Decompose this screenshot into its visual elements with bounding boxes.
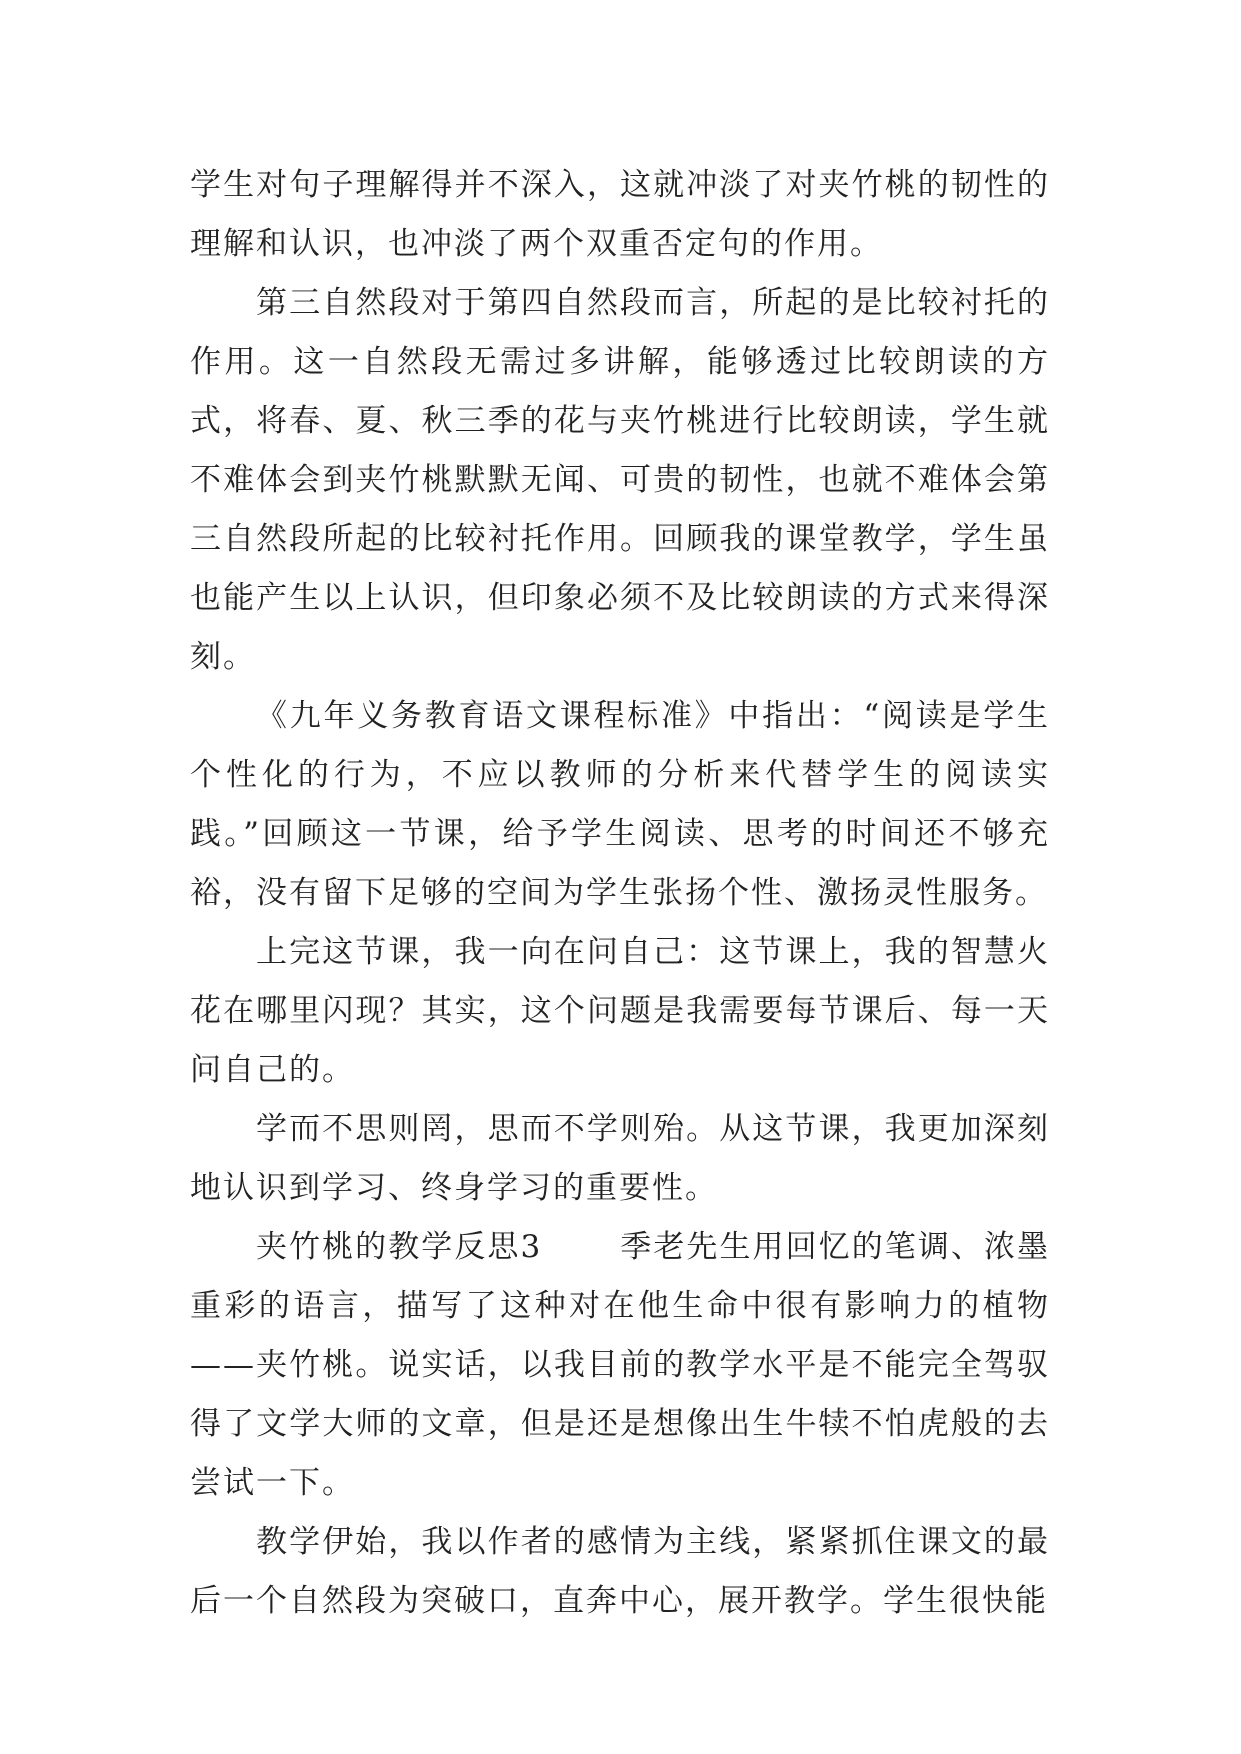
section-body: 季老先生用回忆的笔调、浓墨重彩的语言，描写了这种对在他生命中很有影响力的植物——夹竹桃。说实话，以我目前的教学水平是不能完全驾驭得了文学大师的文章，但是还是想像出生牛犊不怕虎般的去尝试一下。 — [190, 1229, 1051, 1501]
paragraph-5: 学而不思则罔，思而不学则殆。从这节课，我更加深刻地认识到学习、终身学习的重要性。 — [190, 1111, 1050, 1206]
paragraph-7: 教学伊始，我以作者的感情为主线，紧紧抓住课文的最后一个自然段为突破口，直奔中心，展开教学。学生很快能 — [190, 1524, 1050, 1619]
paragraph-4: 上完这节课，我一向在问自己：这节课上，我的智慧火花在哪里闪现？其实，这个问题是我需要每节课后、每一天问自己的。 — [190, 934, 1050, 1088]
paragraph-6 — [190, 1218, 1050, 1513]
body-text — [190, 156, 1050, 1631]
paragraph-3: 《九年义务教育语文课程标准》中指出：“阅读是学生个性化的行为，不应以教师的分析来代替学生的阅读实践。”回顾这一节课，给予学生阅读、思考的时间还不够充裕，没有留下足够的空间为学生张扬个性、激扬灵性服务。 — [190, 698, 1050, 911]
paragraph-1: 学生对句子理解得并不深入，这就冲淡了对夹竹桃的韧性的理解和认识，也冲淡了两个双重否定句的作用。 — [190, 167, 1050, 262]
paragraph-2: 第三自然段对于第四自然段而言，所起的是比较衬托的作用。这一自然段无需过多讲解，能够透过比较朗读的方式，将春、夏、秋三季的花与夹竹桃进行比较朗读，学生就不难体会到夹竹桃默默无闻、可贵的韧性，也就不难体会第三自然段所起的比较衬托作用。回顾我的课堂教学，学生虽也能产生以上认识，但印象必须不及比较朗读的方式来得深刻。 — [190, 285, 1050, 675]
section-title: 夹竹桃的教学反思3 — [256, 1229, 543, 1265]
